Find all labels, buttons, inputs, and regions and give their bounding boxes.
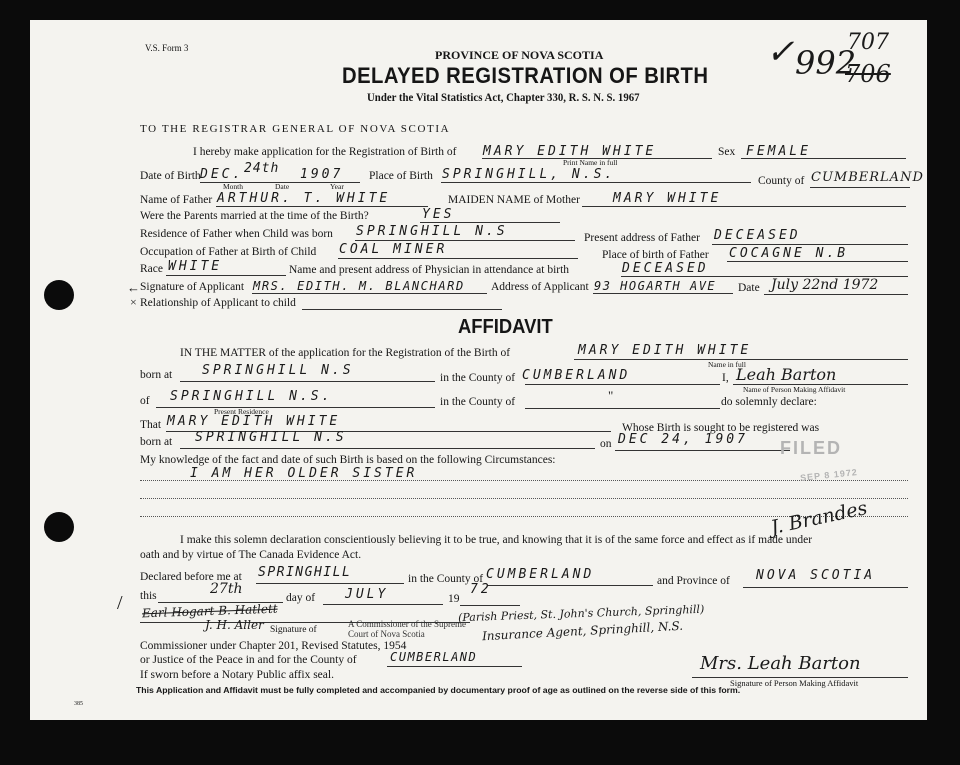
married-value: YES — [422, 207, 455, 222]
field-line — [488, 585, 653, 586]
mark: / — [117, 592, 123, 614]
deponent-signature: Mrs. Leah Barton — [700, 653, 861, 674]
declare-text: do solemnly declare: — [721, 396, 817, 408]
caption: Print Name in full — [563, 158, 618, 167]
caption: Signature of Person Making Affidavit — [730, 678, 859, 688]
field-line — [338, 258, 578, 259]
field-line — [525, 384, 720, 385]
signature-label: Signature of Applicant — [140, 281, 245, 293]
of-label: of — [140, 395, 150, 407]
field-line — [387, 666, 522, 667]
field-line — [582, 206, 906, 207]
mark: ← — [127, 280, 140, 295]
field-line — [180, 448, 595, 449]
father-name: ARTHUR. T. WHITE — [217, 191, 391, 206]
registrar-initials: J. Brandes — [768, 497, 870, 539]
declared-year: 72 — [470, 582, 492, 597]
commissioner-note: (Parish Priest, St. John's Church, Springhill) — [457, 602, 705, 625]
commissioner-occupation: Insurance Agent, Springhill, N.S. — [481, 618, 684, 644]
mother-label: MAIDEN NAME of Mother — [448, 194, 580, 206]
declared-county: CUMBERLAND — [486, 567, 595, 582]
filed-date-stamp: SEP 8 1972 — [799, 467, 859, 483]
field-line — [712, 244, 908, 245]
form-title: DELAYED REGISTRATION OF BIRTH — [342, 63, 709, 88]
declaration-line1: I make this solemn declaration conscientiously believing it to be true, and knowing that it is of the same force and effect as if made under — [180, 534, 813, 546]
physician-value: DECEASED — [622, 261, 709, 276]
field-line — [323, 604, 443, 605]
sex-value: FEMALE — [746, 144, 811, 159]
date-label: Date — [738, 282, 760, 294]
footer-note: This Application and Affidavit must be fully completed and accompanied by documentary proof of age as outlined on the reverse side of this form. — [136, 685, 741, 695]
field-line — [256, 583, 404, 584]
residence-label: Residence of Father when Child was born — [140, 228, 333, 240]
field-line — [727, 261, 908, 262]
declared-month: JULY — [345, 587, 389, 602]
occupation-value: COAL MINER — [339, 242, 448, 257]
dob-date: 24th — [244, 161, 280, 176]
birth-registration-form — [30, 20, 927, 720]
on-value: DEC 24, 1907 — [618, 432, 748, 447]
deponent-name: Leah Barton — [736, 365, 837, 384]
application-intro: I hereby make application for the Registration of Birth of — [193, 146, 457, 158]
field-line — [420, 222, 560, 223]
field-line — [743, 587, 908, 588]
form-number: V.S. Form 3 — [145, 43, 189, 53]
file-number: 992 — [795, 44, 857, 82]
year-prefix: 19 — [448, 593, 460, 605]
field-line — [764, 294, 908, 295]
field-line — [180, 381, 435, 382]
race-value: WHITE — [168, 259, 223, 274]
check-mark: ✓ — [766, 32, 795, 72]
day-of-label: day of — [286, 592, 316, 604]
declared-province: NOVA SCOTIA — [756, 568, 876, 583]
child-name: MARY EDITH WHITE — [483, 144, 657, 159]
occupation-label: Occupation of Father at Birth of Child — [140, 246, 317, 258]
addressee: TO THE REGISTRAR GENERAL OF NOVA SCOTIA — [140, 123, 451, 135]
county2-label: in the County of — [440, 396, 516, 408]
married-label: Were the Parents married at the time of the Birth? — [140, 210, 369, 222]
justice-county: CUMBERLAND — [390, 650, 478, 664]
pob-value: SPRINGHILL, N.S. — [442, 167, 616, 182]
caption: Date — [275, 182, 290, 191]
whose-text: Whose Birth is sought to be registered was — [622, 422, 820, 434]
matter-name: MARY EDITH WHITE — [578, 343, 752, 358]
commissioner-signature-struck: Earl Hogart B. Hatlett — [141, 601, 278, 621]
caption: Name in full — [708, 360, 746, 369]
field-line — [216, 206, 428, 207]
application-date: July 22nd 1972 — [771, 277, 879, 293]
declared-label: Declared before me at — [140, 571, 242, 583]
county-label: in the County of — [440, 372, 516, 384]
of-value: SPRINGHILL N.S. — [170, 389, 333, 404]
i-label: I, — [722, 372, 729, 384]
born-at-label: born at — [140, 369, 173, 381]
dotted-line — [140, 480, 908, 481]
dob-label: Date of Birth — [140, 170, 201, 182]
present-address-value: DECEASED — [714, 228, 801, 243]
dob-month: DEC. — [200, 167, 244, 182]
field-line — [441, 182, 751, 183]
father-birthplace-value: COCAGNE N.B — [729, 246, 849, 261]
field-line — [302, 309, 502, 310]
father-label: Name of Father — [140, 194, 213, 206]
field-line — [156, 407, 435, 408]
born-at-value: SPRINGHILL N.S — [202, 363, 354, 378]
caption: Name of Person Making Affidavit — [743, 385, 846, 394]
dotted-line — [140, 498, 908, 499]
declared-county-label: in the County of — [408, 573, 484, 585]
field-line — [615, 450, 790, 451]
field-line — [810, 187, 910, 188]
residence-value: SPRINGHILL N.S — [356, 224, 508, 239]
applicant-address-value: 93 HOGARTH AVE — [594, 279, 717, 293]
born-at2-label: born at — [140, 436, 173, 448]
file-number-old: 706 — [845, 60, 891, 88]
field-line — [593, 293, 733, 294]
caption: Present Residence — [214, 407, 269, 416]
province-heading: PROVINCE OF NOVA SCOTIA — [435, 48, 604, 62]
notary-text: If sworn before a Notary Public affix seal. — [140, 669, 334, 681]
relationship-label: Relationship of Applicant to child — [140, 297, 296, 309]
filed-stamp: FILED — [780, 438, 842, 458]
declared-place: SPRINGHILL — [258, 565, 352, 580]
applicant-signature: MRS. EDITH. M. BLANCHARD — [253, 279, 465, 293]
matter-text: IN THE MATTER of the application for the Registration of the Birth of — [180, 347, 511, 359]
sex-label: Sex — [718, 146, 736, 158]
county-label: County of — [758, 175, 805, 187]
applicant-address-label: Address of Applicant — [491, 281, 589, 293]
mother-name: MARY WHITE — [613, 191, 722, 206]
born-at2-value: SPRINGHILL N.S — [195, 430, 347, 445]
commissioner-stamp: A Commissioner of the Supreme Court of Nova Scotia — [348, 619, 466, 639]
this-label: this — [140, 590, 157, 602]
signature-caption: Signature of — [270, 625, 317, 635]
punch-hole — [44, 280, 74, 310]
declaration-line2: oath and by virtue of The Canada Evidence Act. — [140, 549, 362, 561]
on-label: on — [600, 438, 612, 450]
pob-label: Place of Birth — [369, 170, 433, 182]
circumstance: I AM HER OLDER SISTER — [190, 466, 418, 481]
county2-value: " — [608, 388, 614, 403]
field-line — [460, 605, 520, 606]
dob-year: 1907 — [300, 167, 344, 182]
commissioner-text: Commissioner under Chapter 201, Revised Statutes, 1954 — [140, 640, 407, 652]
physician-label: Name and present address of Physician in attendance at birth — [289, 264, 570, 276]
field-line — [355, 240, 575, 241]
field-line — [252, 293, 487, 294]
punch-hole — [44, 512, 74, 542]
present-address-label: Present address of Father — [584, 232, 700, 244]
that-name: MARY EDITH WHITE — [167, 414, 341, 429]
county-value: CUMBERLAND — [811, 170, 924, 185]
mark: × — [130, 295, 137, 309]
that-label: That — [140, 419, 162, 431]
form-subtitle: Under the Vital Statistics Act, Chapter 330, R. S. N. S. 1967 — [367, 92, 640, 104]
field-line — [166, 275, 286, 276]
county-value: CUMBERLAND — [522, 368, 631, 383]
race-label: Race — [140, 263, 163, 275]
caption: Month — [223, 182, 244, 191]
province-label: and Province of — [657, 575, 730, 587]
commissioner-signature: J. H. Aller — [205, 618, 264, 632]
justice-text: or Justice of the Peace in and for the County of — [140, 654, 357, 666]
field-line — [525, 408, 720, 409]
declared-day: 27th — [210, 581, 243, 597]
father-birthplace-label: Place of birth of Father — [602, 249, 709, 261]
affidavit-title: AFFIDAVIT — [458, 316, 553, 338]
knowledge-text: My knowledge of the fact and date of such Birth is based on the following Circumstances: — [140, 454, 556, 466]
file-number-new: 707 — [847, 30, 889, 55]
print-code: 385 — [74, 701, 83, 707]
caption: Year — [330, 182, 344, 191]
